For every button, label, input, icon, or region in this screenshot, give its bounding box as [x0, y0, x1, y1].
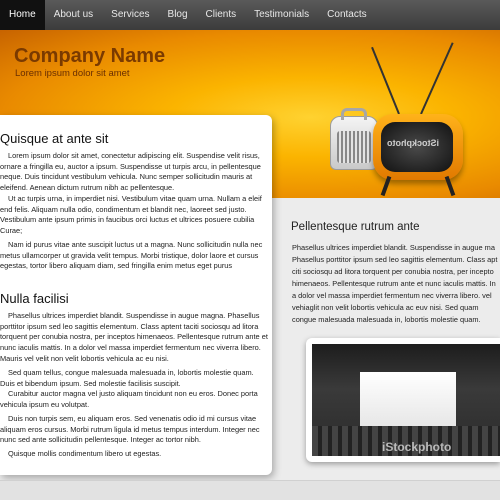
nav-item-services[interactable]: Services — [111, 9, 150, 20]
company-name: Company Name — [14, 45, 166, 67]
section1-title: Quisque at ante sit — [0, 131, 109, 146]
photo-watermark: iStockphoto — [382, 440, 452, 454]
section1-paragraph-3: Nam id purus vitae ante suscipit luctus ut a magna. Nunc sollicitudin nulla nec metus ullamcorper ut gravida velit tempus. Morbi tristique, dolor laore et cursus egestas, tortor libero aliquam diam, sed fringilla enim metus eget purus — [0, 240, 263, 271]
aside-title: Pellentesque rutrum ante — [291, 221, 420, 233]
tv-antenna-right — [420, 42, 454, 114]
tv-screen — [381, 122, 453, 172]
radio-grill — [337, 131, 371, 163]
section2-paragraph-2: Sed quam tellus, congue malesuada malesuada in, lobortis molestie quam. Duis et bibendum ipsum. Sed molestie facilisis suscipit. — [0, 368, 254, 388]
nav-item-contacts[interactable]: Contacts — [327, 9, 367, 20]
cinema-screen — [360, 372, 456, 428]
retro-radio-image — [330, 116, 378, 170]
section1-paragraph-2: Ut ac turpis urna, in imperdiet nisi. Vestibulum vitae quam urna. Nullam a eleif end felis. Aliquam nulla odio, condimentum et blandit nec, laoreet sed justo. Vestibulum ante ipsum primis in faucibus orci luctus et ultrices posuere cubilia Curae; — [0, 194, 262, 236]
section2-paragraph-4: Duis non turpis sem, eu aliquam eros. Sed venenatis odio id mi cursus vitae aliquam eros cursus. Morbi rutrum ligula id metus tempus interdum. Integer nec nunc sed ante sollicitudin pellentesque. Integer ac tortor nibh. — [0, 414, 260, 445]
nav-item-blog[interactable]: Blog — [167, 9, 188, 20]
tv-antenna-left — [371, 47, 400, 115]
tv-leg-left — [381, 176, 392, 196]
company-tagline: Lorem ipsum dolor sit amet — [15, 68, 130, 79]
cinema-photo — [312, 344, 500, 456]
section2-paragraph-1: Phasellus ultrices imperdiet blandit. Suspendisse in augue magna. Phasellus porttitor ipsum sed leo sagittis elementum. Class aptent taciti sociosqu ad litora torquent per conubia nostra, per inceptos himenaeos. Pellentesque rutrum ante et nunc iaculis mattis. In a dolor vel massa imperdiet fermentum nec viverra libero. Mauris vel velit non velit lobortis vehicula ac eu nisi. — [0, 311, 268, 363]
radio-handle — [341, 108, 367, 120]
main-content-card — [0, 115, 272, 475]
top-navigation — [0, 0, 500, 30]
footer — [0, 480, 500, 500]
aside-text: Phasellus ultrices imperdiet blandit. Suspendisse in augue ma Phasellus porttitor ipsum sed leo sagittis elementum. Class apt citi sociosqu ad litora torquent per conubia nostra, per incepto himenaeos. Pellentesque rutrum ante et nunc iaculis mattis. In a dolor vel massa imperdiet fermentum nec viverra libero. vel vehiaglit non velit lobortis vehicula ac euv nisi. Sed quam congue malesuada malesuada in, lobortis molestie quam. — [292, 243, 498, 324]
section2-paragraph-5: Quisque mollis condimentum libero ut egestas. — [8, 449, 162, 458]
section2-title: Nulla facilisi — [0, 291, 69, 306]
tv-watermark: iStockphoto — [387, 138, 439, 148]
nav-item-home[interactable]: Home — [0, 0, 45, 30]
nav-item-testimonials[interactable]: Testimonials — [254, 9, 310, 20]
section1-paragraph-1: Lorem ipsum dolor sit amet, conectetur adipiscing elit. Suspendise velit risus, ornare a fringilla eu, auctor a ipsum. Suspendisse ut turpis arcu, in pellentesque neque. Duis tincidunt vestibulum vehicula. Nunc semper sollicitudin mauris at eleifend. Aenean dictum rutrum nibh ac pellentesque. — [0, 151, 261, 193]
tv-leg-right — [445, 176, 456, 196]
cinema-photo-frame — [306, 338, 500, 462]
retro-tv-image — [373, 114, 463, 180]
section2-paragraph-3: Curabitur auctor magna vel justo aliquam tincidunt non eu eros. Donec porta vehicula ipsum eu volutpat. — [0, 389, 258, 409]
nav-item-clients[interactable]: Clients — [205, 9, 237, 20]
nav-item-about-us[interactable]: About us — [53, 9, 94, 20]
